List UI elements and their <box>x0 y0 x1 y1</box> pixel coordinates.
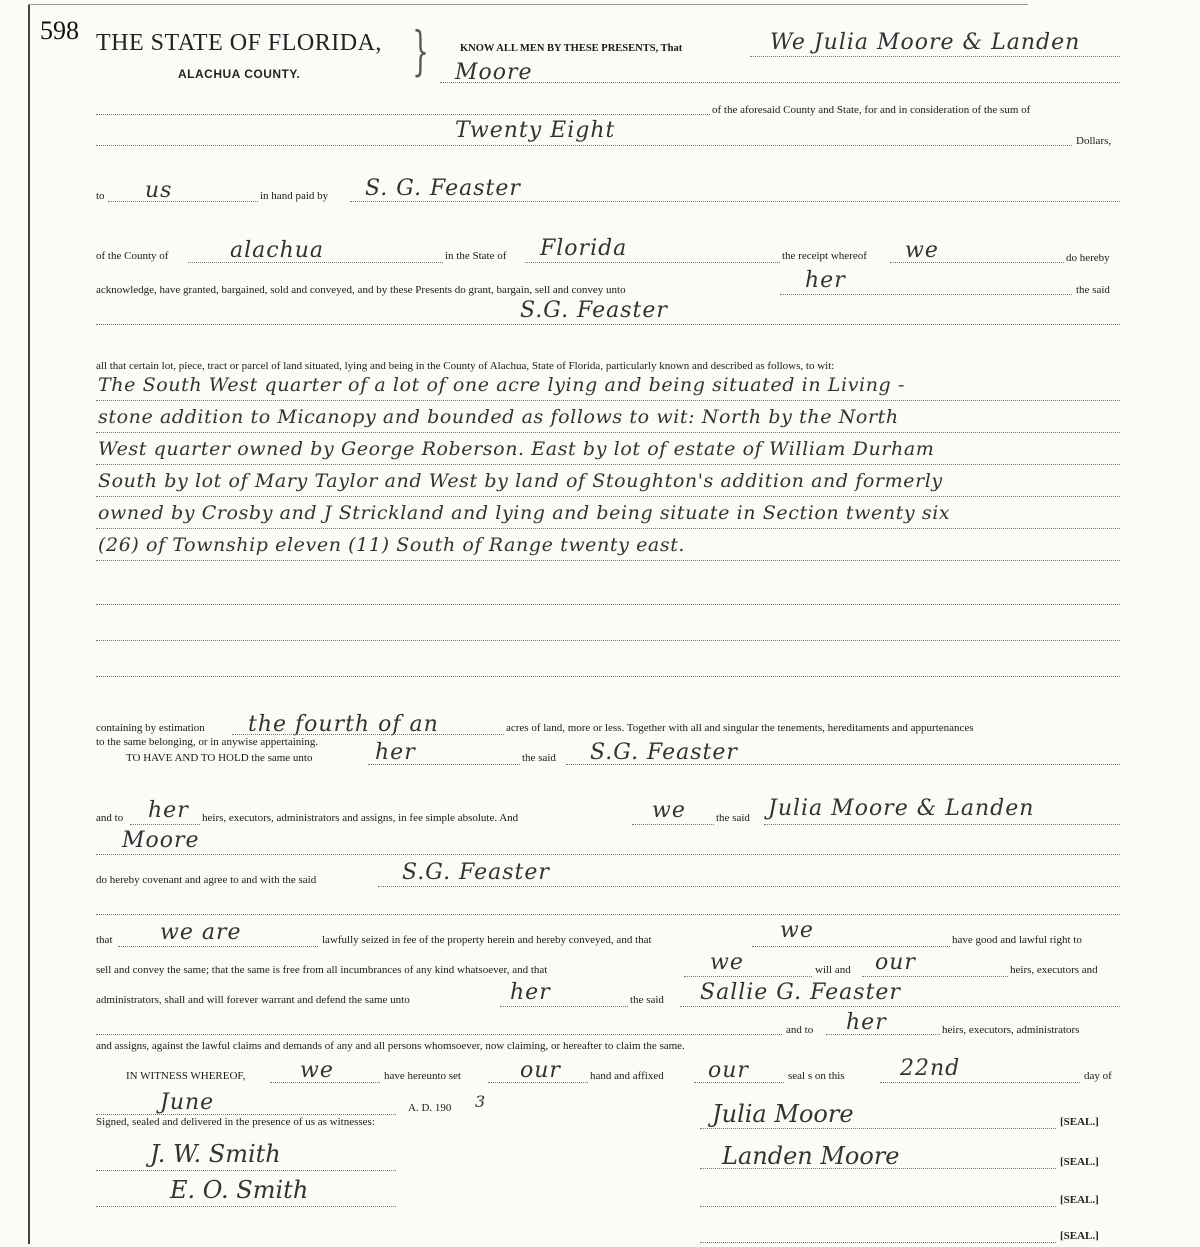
do-hereby-text: do hereby <box>1066 252 1110 264</box>
rule <box>96 528 1120 529</box>
grantors2-line2: Moore <box>122 828 200 853</box>
county-label: ALACHUA COUNTY. <box>178 67 301 81</box>
have-unto-handwritten: her <box>375 740 416 765</box>
rule <box>96 854 1120 855</box>
witness-handwritten: we <box>300 1058 334 1083</box>
rule <box>96 432 1120 433</box>
page-border-top <box>28 4 1028 5</box>
all-that-text: all that certain lot, piece, tract or parcel of land situated, lying and being in the County of Alachua, State of Florida, particularly known and described as follows, to wit: <box>96 360 835 372</box>
rule <box>96 496 1120 497</box>
rule <box>684 976 812 977</box>
acres-text: acres of land, more or less. Together with all and singular the tenements, hereditaments and appurtenances <box>506 722 974 734</box>
to-have-text: TO HAVE AND TO HOLD the same unto <box>126 752 313 764</box>
rule <box>96 464 1120 465</box>
of-county-text: of the County of <box>96 250 169 262</box>
and-to2-handwritten: her <box>846 1010 887 1035</box>
rule <box>525 262 780 263</box>
dollars-text: Dollars, <box>1076 135 1112 147</box>
that-handwritten: we are <box>160 920 242 945</box>
sell-handwritten: we <box>710 950 744 975</box>
page-border-left <box>28 4 30 1244</box>
brace-glyph: } <box>412 22 429 82</box>
rule <box>96 145 1072 146</box>
and-to2-text: and to <box>786 1024 814 1036</box>
rule <box>764 824 1120 825</box>
have-set-text: have hereunto set <box>384 1070 461 1082</box>
payer-handwritten: S. G. Feaster <box>365 176 521 201</box>
said3-text: the said <box>716 812 750 824</box>
rule <box>96 914 1120 915</box>
seal-label: [SEAL.] <box>1060 1194 1099 1206</box>
rule <box>232 734 504 735</box>
rule <box>700 1242 1056 1243</box>
rule <box>752 946 950 947</box>
heirs-text: heirs, executors, administrators and assigns, in fee simple absolute. And <box>202 812 519 824</box>
rule <box>96 1114 396 1115</box>
grantors2-handwritten: Julia Moore & Landen <box>768 796 1035 821</box>
rule <box>880 1082 1080 1083</box>
grantee3-handwritten: S.G. Feaster <box>402 860 550 885</box>
seal-label: [SEAL.] <box>1060 1156 1099 1168</box>
month-handwritten: June <box>160 1090 215 1115</box>
to-handwritten: us <box>145 178 173 203</box>
rule <box>440 82 1120 83</box>
know-all-text: KNOW ALL MEN BY THESE PRESENTS, That <box>460 43 683 54</box>
rule <box>488 1082 588 1083</box>
receipt-handwritten: we <box>905 238 939 263</box>
signer-signature: Landen Moore <box>722 1142 900 1170</box>
rule <box>566 764 1120 765</box>
that-text: that <box>96 934 113 946</box>
rule <box>96 640 1120 641</box>
rule <box>826 1034 940 1035</box>
belonging-text: to the same belonging, or in anywise appertaining. <box>96 736 319 748</box>
description-line: West quarter owned by George Roberson. East by lot of estate of William Durham <box>98 438 935 460</box>
affixed-handwritten: our <box>708 1058 749 1083</box>
acres-handwritten: the fourth of an <box>248 712 439 737</box>
rule <box>700 1168 1056 1169</box>
aforesaid-text: of the aforesaid County and State, for and in consideration of the sum of <box>712 104 1031 116</box>
signed-text: Signed, sealed and delivered in the presence of us as witnesses: <box>96 1116 375 1128</box>
receipt-text: the receipt whereof <box>782 250 867 262</box>
seal-on-text: seal s on this <box>788 1070 845 1082</box>
year-handwritten: 3 <box>475 1092 487 1111</box>
seal-label: [SEAL.] <box>1060 1230 1099 1242</box>
paid-by-text: in hand paid by <box>260 190 329 202</box>
rule <box>96 604 1120 605</box>
sell-convey-text: sell and convey the same; that the same is free from all incumbrances of any kind whatsoever, and that <box>96 964 548 976</box>
said4-text: the said <box>630 994 664 1006</box>
rule <box>96 400 1120 401</box>
convey-unto-handwritten: her <box>805 268 846 293</box>
rule <box>750 56 1120 57</box>
in-state-text: in the State of <box>445 250 507 262</box>
grantors-line2: Moore <box>455 60 533 85</box>
rule <box>680 1006 1120 1007</box>
rule <box>700 1206 1056 1207</box>
rule <box>694 1082 784 1083</box>
heirs-exec-text: heirs, executors and <box>1010 964 1098 976</box>
administrators-text: administrators, shall and will forever warrant and defend the same unto <box>96 994 410 1006</box>
and-to-text: and to <box>96 812 124 824</box>
description-line: owned by Crosby and J Strickland and lying and being situate in Section twenty six <box>98 502 951 524</box>
description-line: South by lot of Mary Taylor and West by land of Stoughton's addition and formerly <box>98 470 943 492</box>
rule <box>270 1082 380 1083</box>
the-said-text: the said <box>1076 284 1110 296</box>
witness-whereof-text: IN WITNESS WHEREOF, <box>126 1070 246 1082</box>
seal-label: [SEAL.] <box>1060 1116 1099 1128</box>
to-text: to <box>96 190 105 202</box>
witness-signature: J. W. Smith <box>150 1140 281 1168</box>
containing-text: containing by estimation <box>96 722 205 734</box>
covenant-text: do hereby covenant and agree to and with the said <box>96 874 317 886</box>
rule <box>96 114 710 115</box>
rule <box>378 886 1120 887</box>
heirs-exec2-text: heirs, executors, administrators <box>942 1024 1080 1036</box>
witness-signature: E. O. Smith <box>170 1176 309 1204</box>
and-handwritten: we <box>652 798 686 823</box>
rule <box>96 560 1120 561</box>
heirs-handwritten: her <box>148 798 189 823</box>
rule <box>96 1034 782 1035</box>
rule <box>96 1206 396 1207</box>
will-handwritten: our <box>875 950 916 975</box>
said2-text: the said <box>522 752 556 764</box>
rule <box>862 976 1008 977</box>
rule <box>96 676 1120 677</box>
rule <box>700 1128 1056 1129</box>
assigns-text: and assigns, against the lawful claims and demands of any and all persons whomsoever, now claiming, or hereafter to claim the same. <box>96 1040 685 1052</box>
have-good-text: have good and lawful right to <box>952 934 1082 946</box>
county-handwritten: alachua <box>230 238 325 263</box>
rule <box>96 1170 396 1171</box>
record-number: 598 <box>40 16 79 45</box>
rule <box>632 824 714 825</box>
rule <box>130 824 200 825</box>
signer-signature: Julia Moore <box>712 1100 854 1128</box>
grantee-handwritten: S.G. Feaster <box>520 298 668 323</box>
day-handwritten: 22nd <box>900 1056 961 1081</box>
grantors-handwritten: We Julia Moore & Landen <box>770 30 1081 55</box>
set-handwritten: our <box>520 1058 561 1083</box>
description-line: The South West quarter of a lot of one acre lying and being situated in Living - <box>98 374 905 396</box>
rule <box>188 262 443 263</box>
lawfully-text: lawfully seized in fee of the property herein and hereby conveyed, and that <box>322 934 652 946</box>
will-and-text: will and <box>815 964 851 976</box>
rule <box>368 764 520 765</box>
description-line: stone addition to Micanopy and bounded as follows to wit: North by the North <box>98 406 899 428</box>
state-title: THE STATE OF FLORIDA, <box>96 30 382 56</box>
rule <box>118 946 318 947</box>
rule <box>890 262 1064 263</box>
rule <box>500 1006 628 1007</box>
grantee2-handwritten: S.G. Feaster <box>590 740 738 765</box>
rule <box>780 294 1072 295</box>
rule <box>108 201 258 202</box>
grantee4-handwritten: Sallie G. Feaster <box>700 980 901 1005</box>
ad-text: A. D. 190 <box>408 1102 452 1114</box>
state-handwritten: Florida <box>540 236 628 261</box>
defend-handwritten: her <box>510 980 551 1005</box>
acknowledge-text: acknowledge, have granted, bargained, sold and conveyed, and by these Presents do grant, bargain, sell and convey unto <box>96 284 626 296</box>
sum-handwritten: Twenty Eight <box>455 118 616 143</box>
rule <box>350 201 1120 202</box>
hand-and-text: hand and affixed <box>590 1070 664 1082</box>
lawfully-handwritten: we <box>780 918 814 943</box>
rule <box>96 324 1120 325</box>
description-line: (26) of Township eleven (11) South of Range twenty east. <box>98 534 686 556</box>
day-of-text: day of <box>1084 1070 1112 1082</box>
